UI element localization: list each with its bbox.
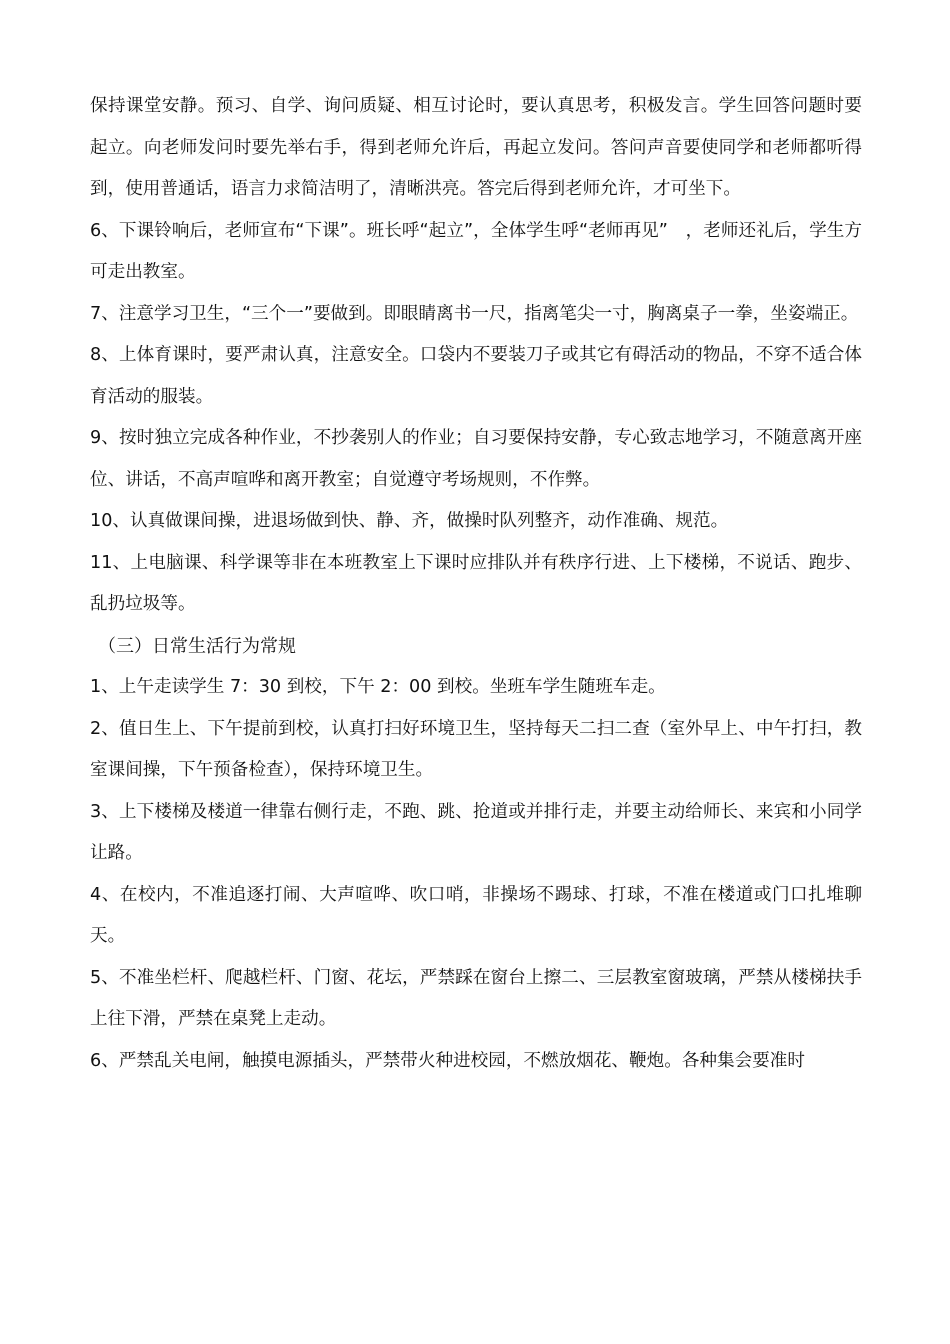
paragraph-rule-6-dismissal: 6、下课铃响后，老师宣布“下课”。班长呼“起立”，全体学生呼“老师再见” ，老师还礼后，学生方可走出教室。 — [90, 220, 862, 282]
paragraph-rule-9-homework: 9、按时独立完成各种作业，不抄袭别人的作业；自习要保持安静，专心致志地学习，不随意离开座位、讲话，不高声喧哗和离开教室；自觉遵守考场规则，不作弊。 — [90, 428, 862, 490]
paragraph-daily-rule-4: 4、在校内，不准追逐打闹、大声喧哗、吹口哨，非操场不踢球、打球，不准在楼道或门口扎堆聊天。 — [90, 884, 862, 946]
document-body — [90, 86, 862, 1082]
paragraph-daily-rule-2: 2、值日生上、下午提前到校，认真打扫好环境卫生，坚持每天二扫二查（室外早上、中午打扫，教室课间操，下午预备检查），保持环境卫生。 — [90, 718, 862, 780]
paragraph-daily-rule-3: 3、上下楼梯及楼道一律靠右侧行走，不跑、跳、抢道或并排行走，并要主动给师长、来宾和小同学让路。 — [90, 801, 862, 863]
section-heading: （三）日常生活行为常规 — [98, 635, 296, 657]
paragraph-rule-11-moving-classes: 11、上电脑课、科学课等非在本班教室上下课时应排队并有秩序行进、上下楼梯，不说话、跑步、乱扔垃圾等。 — [90, 552, 862, 614]
paragraph-daily-rule-6: 6、严禁乱关电闸，触摸电源插头，严禁带火种进校园，不燃放烟花、鞭炮。各种集会要准时 — [90, 1050, 805, 1071]
paragraph-rule-7-study-hygiene: 7、注意学习卫生，“三个一”要做到。即眼睛离书一尺，指离笔尖一寸，胸离桌子一拳，坐姿端正。 — [90, 303, 859, 324]
paragraph-classroom-quiet: 保持课堂安静。预习、自学、询问质疑、相互讨论时，要认真思考，积极发言。学生回答问题时要起立。向老师发问时要先举右手，得到老师允许后，再起立发问。答问声音要使同学和老师都听得到，使用普通话，语言力求简洁明了，清晰洪亮。答完后得到老师允许，才可坐下。 — [90, 96, 862, 199]
paragraph-daily-rule-5: 5、不准坐栏杆、爬越栏杆、门窗、花坛，严禁踩在窗台上擦二、三层教室窗玻璃，严禁从楼梯扶手上往下滑，严禁在桌凳上走动。 — [90, 967, 862, 1029]
paragraph-daily-rule-1: 1、上午走读学生 7：30 到校，下午 2：00 到校。坐班车学生随班车走。 — [90, 677, 666, 697]
paragraph-rule-10-exercises: 10、认真做课间操，进退场做到快、静、齐，做操时队列整齐，动作准确、规范。 — [90, 511, 729, 531]
paragraph-rule-8-pe-class: 8、上体育课时，要严肃认真，注意安全。口袋内不要装刀子或其它有碍活动的物品，不穿不适合体育活动的服装。 — [90, 345, 862, 407]
